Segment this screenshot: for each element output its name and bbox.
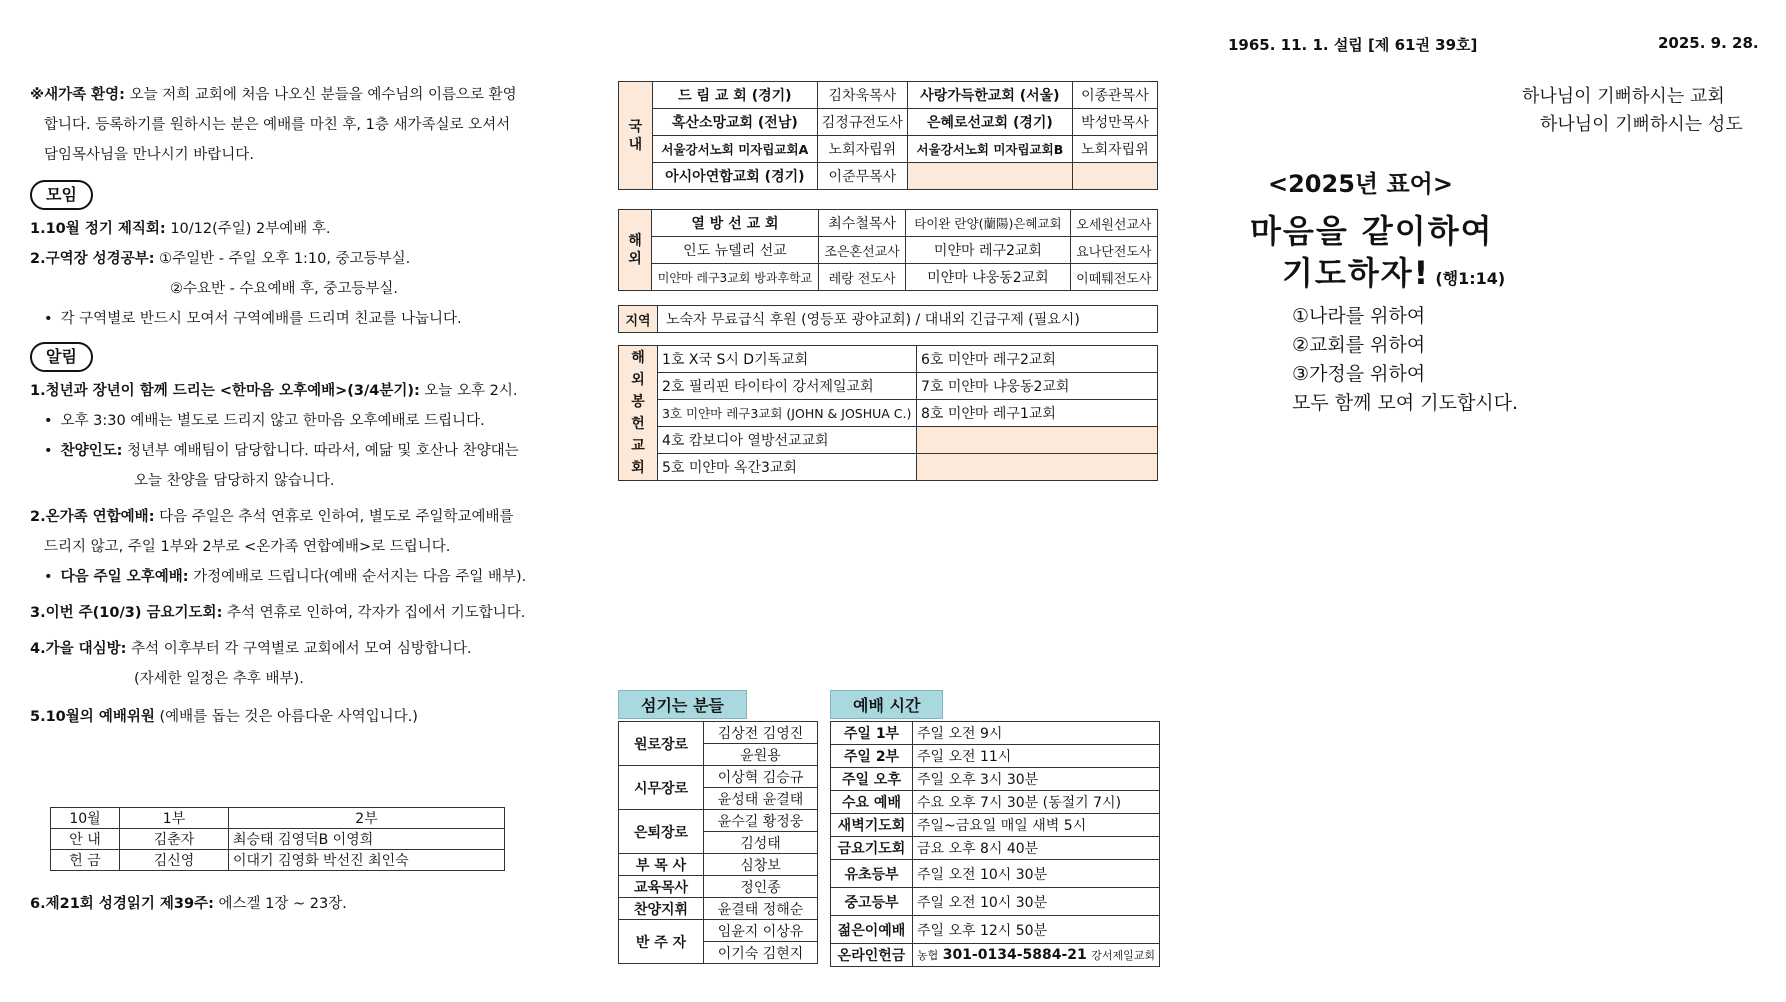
welcome-line-2: 합니다. 등록하기를 원하시는 분은 예배를 마친 후, 1층 새가족실로 오셔서: [44, 117, 511, 133]
motto-believer: 하나님이 기뻐하시는 성도: [1540, 114, 1743, 135]
table-row: 3호 미얀마 레구3교회 (JOHN & JOSHUA C.) 8호 미얀마 레구1교회: [619, 400, 1158, 427]
table-row: 주일 오후 주일 오후 3시 30분: [831, 768, 1160, 791]
meeting-item-1: 1.10월 정기 제직회: 10/12(주일) 2부예배 후.: [30, 221, 331, 237]
worship-heading: 예배 시간: [830, 690, 943, 719]
notice-3: 3.이번 주(10/3) 금요기도회: 추석 연휴로 인하여, 각자가 집에서 기도합니다.: [30, 605, 526, 621]
table-row: 교육목사 정인종: [619, 876, 818, 898]
table-row: 원로장로 김상전 김영진: [619, 722, 818, 744]
domestic-label: 국내: [619, 82, 653, 190]
monthly-committee-table: [50, 807, 505, 871]
table-row: 유초등부 주일 오전 10시 30분: [831, 860, 1160, 888]
bulletin-date: 2025. 9. 28.: [1658, 34, 1759, 52]
table-row: 젊은이예배 주일 오후 12시 50분: [831, 916, 1160, 944]
motto-church: 하나님이 기뻐하시는 교회: [1522, 86, 1725, 107]
overseas-missions-table: [618, 209, 1158, 291]
domestic-missions-table: [618, 81, 1158, 190]
table-row: 10월 1부 2부: [51, 808, 505, 829]
table-row: 해외 열 방 선 교 회 최수철목사 타이완 란양(蘭陽)은혜교회 오세원선교사: [619, 210, 1158, 237]
table-row: 반 주 자 임윤지 이상유: [619, 920, 818, 942]
meeting-heading: 모임: [30, 180, 93, 210]
online-account: 농협 301-0134-5884-21 강서제일교회: [912, 944, 1159, 967]
prayer-item-4: 모두 함께 모여 기도합시다.: [1292, 392, 1519, 414]
table-row: 헌 금 김신영 이대기 김영화 박선진 최인숙: [51, 850, 505, 871]
table-row: 온라인헌금 농협 301-0134-5884-21 강서제일교회: [831, 944, 1160, 967]
year-motto-title: <2025년 표어>: [1268, 170, 1453, 198]
left-column: [30, 80, 570, 732]
dedication-label: 해외봉헌교회: [619, 346, 658, 481]
table-row: 인도 뉴델리 선교 조은혼선교사 미얀마 레구2교회 요나단전도사: [619, 237, 1158, 264]
table-row: 아시아연합교회 (경기) 이준무목사: [619, 163, 1158, 190]
table-row: 안 내 김춘자 최승태 김영덕B 이영희: [51, 829, 505, 850]
notice-2: 2.온가족 연합예배: 다음 주일은 추석 연휴로 인하여, 별도로 주일학교예배를: [30, 509, 514, 525]
table-row: 주일 1부 주일 오전 9시: [831, 722, 1160, 745]
table-row: 5호 미얀마 옥간3교회: [619, 454, 1158, 481]
meeting-item-2-line-2: ②수요반 - 수요예배 후, 중고등부실.: [170, 281, 398, 297]
table-row: 윤성태 윤결태: [619, 788, 818, 810]
welcome-line-3: 담임목사님을 만나시기 바랍니다.: [44, 147, 254, 163]
servers-table: [618, 721, 818, 964]
prayer-item-3: ③가정을 위하여: [1292, 363, 1426, 385]
founding-info: 1965. 11. 1. 설립 [제 61권 39호]: [1228, 36, 1478, 54]
overseas-label: 해외: [619, 210, 652, 291]
table-row: 국내 드 림 교 회 (경기) 김차욱목사 사랑가득한교회 (서울) 이종관목사: [619, 82, 1158, 109]
prayer-item-1: ①나라를 위하여: [1292, 305, 1426, 327]
notice-1-bullet-2-line-2: 오늘 찬양을 담당하지 않습니다.: [134, 473, 335, 489]
table-row: 시무장로 이상혁 김승규: [619, 766, 818, 788]
table-row: 주일 2부 주일 오전 11시: [831, 745, 1160, 768]
notice-4-line-2: (자세한 일정은 추후 배부).: [134, 671, 304, 687]
table-row: 부 목 사 심창보: [619, 854, 818, 876]
notice-2-line-2: 드리지 않고, 주일 1부와 2부로 <온가족 연합예배>로 드립니다.: [44, 539, 451, 555]
table-row: 찬양지휘 윤결태 정해순: [619, 898, 818, 920]
welcome-line-1: ※새가족 환영: 오늘 저희 교회에 처음 나오신 분들을 예수님의 이름으로 환영: [30, 87, 517, 103]
table-row: 금요기도회 금요 오후 8시 40분: [831, 837, 1160, 860]
table-row: 이기숙 김현지: [619, 942, 818, 964]
notice-2-bullet: • 다음 주일 오후예배: 가정예배로 드립니다(예배 순서지는 다음 주일 배부).: [30, 562, 570, 592]
table-row: 김성태: [619, 832, 818, 854]
worship-times-table: [830, 721, 1160, 967]
notice-5: 5.10월의 예배위원 (예배를 돕는 것은 아름다운 사역입니다.): [30, 709, 418, 725]
table-row: 4호 캄보디아 열방선교교회: [619, 427, 1158, 454]
table-row: 2호 필리핀 타이타이 강서제일교회 7호 미얀마 냐웅동2교회: [619, 373, 1158, 400]
notice-heading: 알림: [30, 342, 93, 372]
notice-6: 6.제21회 성경읽기 제39주: 에스겔 1장 ~ 23장.: [30, 896, 347, 912]
table-row: 윤원용: [619, 744, 818, 766]
notice-1-bullet-1: • 오후 3:30 예배는 별도로 드리지 않고 한마음 오후예배로 드립니다.: [30, 406, 570, 436]
table-row: [619, 306, 1158, 333]
region-label: 지역: [619, 306, 658, 333]
prayer-list: [1292, 302, 1518, 418]
slogan-line-1: 마음을 같이하여: [1250, 212, 1494, 250]
table-row: 서울강서노회 미자립교회A 노회자립위 서울강서노회 미자립교회B 노회자립위: [619, 136, 1158, 163]
prayer-item-2: ②교회를 위하여: [1292, 334, 1426, 356]
notice-1: 1.청년과 장년이 함께 드리는 <한마음 오후예배>(3/4분기): 오늘 오후 2시.: [30, 383, 518, 399]
table-row: 혹산소망교회 (전남) 김정규전도사 은혜로선교회 (경기) 박성만목사: [619, 109, 1158, 136]
table-row: 새벽기도회 주일~금요일 매일 새벽 5시: [831, 814, 1160, 837]
table-row: 해외봉헌교회 1호 X국 S시 D기독교회 6호 미얀마 레구2교회: [619, 346, 1158, 373]
table-row: 수요 예배 수요 오후 7시 30분 (동절기 7시): [831, 791, 1160, 814]
table-row: 미얀마 레구3교회 방과후학교 레랑 전도사 미얀마 냐웅동2교회 이떼퉤전도사: [619, 264, 1158, 291]
dedication-table: [618, 345, 1158, 481]
notice-1-bullet-2: • 찬양인도: 청년부 예배팀이 담당합니다. 따라서, 예닮 및 호산나 찬양대는: [30, 436, 570, 466]
table-row: 은퇴장로 윤수길 황정웅: [619, 810, 818, 832]
meeting-item-2: 2.구역장 성경공부: ①주일반 - 주일 오후 1:10, 중고등부실.: [30, 251, 411, 267]
meeting-bullet: • 각 구역별로 반드시 모여서 구역예배를 드리며 친교를 나눕니다.: [30, 304, 570, 334]
notice-4: 4.가을 대심방: 추석 이후부터 각 구역별로 교회에서 모여 심방합니다.: [30, 641, 472, 657]
slogan-line-2: 기도하자! (행1:14): [1282, 254, 1506, 292]
table-row: 중고등부 주일 오전 10시 30분: [831, 888, 1160, 916]
servers-heading: 섬기는 분들: [618, 690, 747, 719]
region-table: [618, 305, 1158, 333]
region-text: 노숙자 무료급식 후원 (영등포 광야교회) / 대내외 긴급구제 (필요시): [658, 306, 1158, 333]
